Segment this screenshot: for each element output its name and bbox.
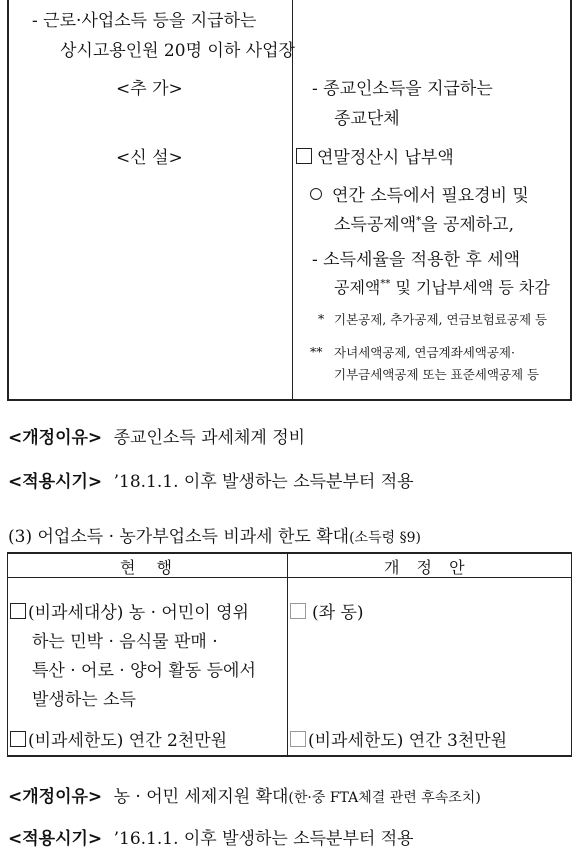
checkbox-square-icon <box>296 148 312 164</box>
section3-ref: (소득령 §9) <box>349 530 421 546</box>
table2-divider <box>287 552 288 756</box>
checkbox-square-icon <box>10 731 26 747</box>
table1-right-border <box>570 0 572 400</box>
header-current: 현 행 <box>120 558 180 577</box>
row1-right-text: (좌 동) <box>312 603 364 623</box>
table2-left-border <box>7 552 8 756</box>
row1-right <box>290 598 364 623</box>
dash-line2-text: 공제액 <box>334 278 381 297</box>
bullet-line1 <box>310 181 529 206</box>
dash-line2-rest: 및 기납부세액 등 차감 <box>390 278 550 297</box>
new-label: <신 설> <box>116 148 183 168</box>
note1-text: 기본공제, 추가공제, 연금보험료공제 등 <box>334 312 548 327</box>
table2-top-border <box>7 552 572 554</box>
reason2-label: <개정이유> <box>8 787 103 807</box>
checkbox-square-icon <box>10 603 26 619</box>
dash-line1: - 소득세율을 적용한 후 세액 <box>312 250 521 270</box>
reason1 <box>8 423 305 448</box>
row2-left-text: (비과세한도) 연간 2천만원 <box>28 731 228 751</box>
checkbox-square-icon <box>290 603 306 619</box>
add-label: <추 가> <box>116 79 183 99</box>
bullet-line2-text: 소득공제액 <box>334 215 417 235</box>
bullet-line2-sup: * <box>416 215 422 227</box>
table1-bottom-border <box>7 399 572 401</box>
row2-right <box>290 726 507 751</box>
note2-mark: ** <box>310 344 323 359</box>
add-item-line2: 종교단체 <box>334 109 400 129</box>
checkbox-square-icon <box>290 731 306 747</box>
reason1-label: <개정이유> <box>8 428 103 448</box>
left-item-line2: 상시고용인원 20명 이하 사업장 <box>60 41 295 61</box>
bullet-line2-rest: 을 공제하고, <box>421 215 515 235</box>
row2-left <box>10 726 227 751</box>
row1-line3: 특산 · 어로 · 양어 활동 등에서 <box>32 661 256 681</box>
circle-bullet-icon <box>310 188 322 200</box>
note2-line2: 기부금세액공제 또는 표준세액공제 등 <box>334 367 540 382</box>
row1-line4: 발생하는 소득 <box>32 690 136 710</box>
effective2-text: ’16.1.1. 이후 발생하는 소득분부터 적용 <box>113 829 414 849</box>
header-revised: 개 정 안 <box>384 558 471 577</box>
effective2 <box>8 824 414 849</box>
new-item-title: 연말정산시 납부액 <box>317 148 454 168</box>
row1-line1 <box>10 598 249 623</box>
left-item-line1: - 근로·사업소득 등을 지급하는 <box>32 11 257 31</box>
table2-header-border <box>7 577 572 578</box>
row1-line2: 하는 민박 · 음식물 판매 · <box>32 632 218 652</box>
section3-title: (3) 어업소득 · 농가부업소득 비과세 한도 확대 <box>8 527 350 547</box>
add-item-line1: - 종교인소득을 지급하는 <box>312 79 493 99</box>
row2-right-text: (비과세한도) 연간 3천만원 <box>308 731 508 751</box>
note1-mark: * <box>318 311 325 326</box>
effective1 <box>8 467 414 492</box>
section3-heading <box>8 522 421 547</box>
new-item <box>296 143 454 168</box>
note2-line1: 자녀세액공제, 연금계좌세액공제· <box>334 345 515 360</box>
dash-line2 <box>334 275 550 298</box>
table2-right-border <box>571 552 572 756</box>
table2-bottom-border <box>7 755 572 757</box>
reason2-note: (한·중 FTA체결 관련 후속조치) <box>288 790 481 806</box>
reason2 <box>8 782 481 807</box>
reason2-text: 농 · 어민 세제지원 확대 <box>113 787 289 807</box>
effective2-label: <적용시기> <box>8 829 103 849</box>
effective1-text: ’18.1.1. 이후 발생하는 소득분부터 적용 <box>113 472 414 492</box>
row1-line1-text: (비과세대상) 농 · 어민이 영위 <box>28 603 249 623</box>
effective1-label: <적용시기> <box>8 472 103 492</box>
dash-line2-sup: ** <box>380 278 391 290</box>
reason1-text: 종교인소득 과세체계 정비 <box>113 428 306 448</box>
bullet-line2 <box>334 210 514 235</box>
bullet-line1-text: 연간 소득에서 필요경비 및 <box>332 186 529 206</box>
table1-left-border <box>7 0 9 400</box>
